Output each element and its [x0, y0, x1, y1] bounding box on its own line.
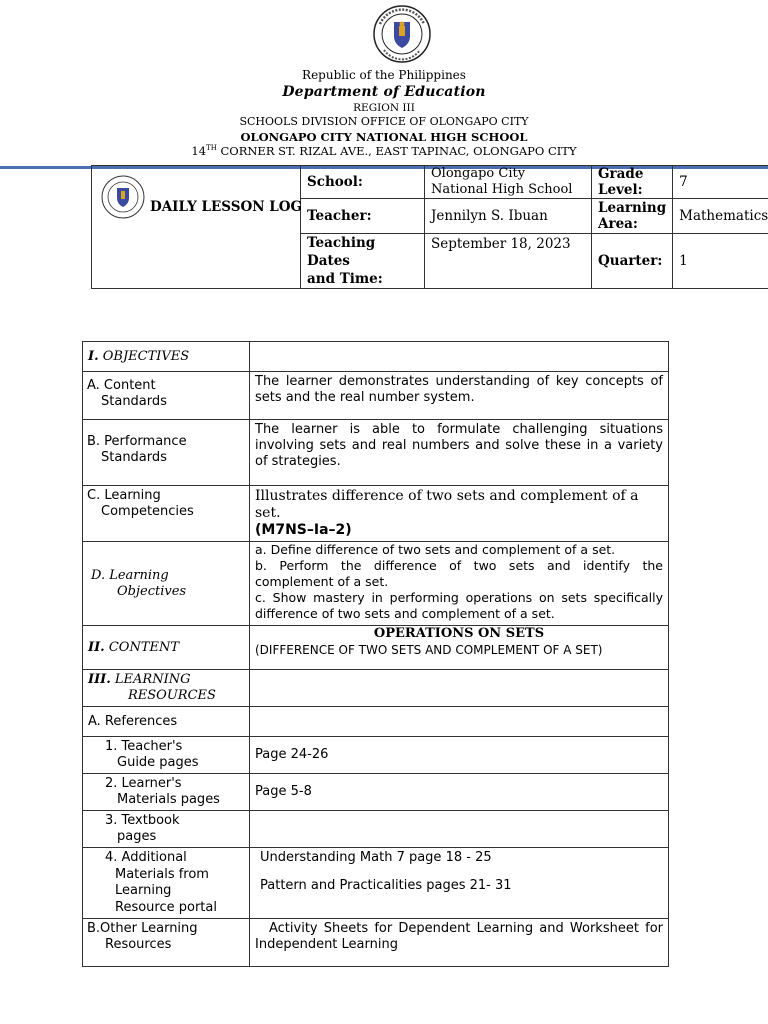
- textbook-value: [250, 811, 669, 848]
- area-value: Mathematics: [673, 199, 768, 234]
- content-subtitle: (DIFFERENCE OF TWO SETS AND COMPLEMENT OF A SET): [255, 643, 603, 657]
- objectives-value: [250, 342, 669, 372]
- teacher-label: Teacher:: [301, 199, 425, 234]
- school-value: Olongapo City National High School: [425, 166, 592, 199]
- division-line: SCHOOLS DIVISION OFFICE OF OLONGAPO CITY: [239, 115, 529, 128]
- quarter-label: Quarter:: [592, 234, 673, 289]
- address-line: 14TH CORNER ST. RIZAL AVE., EAST TAPINAC, OLONGAPO CITY: [191, 144, 577, 158]
- content-value: [250, 626, 669, 670]
- other-resources-label: B.Other Learning Resources: [83, 919, 250, 967]
- area-label: Learning Area:: [592, 199, 673, 234]
- teachers-guide-label: 1. Teacher's Guide pages: [83, 737, 250, 774]
- objectives-heading: I. OBJECTIVES: [83, 342, 250, 372]
- objective-b: b. Perform the difference of two sets and identify the complement of a set.: [255, 558, 663, 589]
- lesson-log-header-table: [91, 165, 768, 289]
- other-resources-value: Activity Sheets for Dependent Learning and Worksheet for Independent Learning: [250, 919, 669, 967]
- teachers-guide-value: Page 24-26: [250, 737, 669, 774]
- objective-a: a. Define difference of two sets and complement of a set.: [255, 542, 616, 557]
- additional-materials-value: [250, 848, 669, 919]
- grade-label: Grade Level:: [592, 166, 673, 199]
- content-standards-value: The learner demonstrates understanding of key concepts of sets and the real number system.: [250, 372, 669, 420]
- performance-standards-value: The learner is able to formulate challenging situations involving sets and real numbers and solve these in a variety of strategies.: [250, 420, 669, 486]
- performance-standards-label: B. Performance Standards: [83, 420, 250, 486]
- references-label: A. References: [83, 707, 250, 737]
- dates-label: Teaching Dates and Time:: [301, 234, 425, 289]
- objective-c: c. Show mastery in performing operations on sets specifically difference of two sets and complement of a set.: [255, 590, 663, 621]
- republic-line: Republic of the Philippines: [302, 68, 466, 82]
- deped-small-seal-logo: [100, 174, 146, 220]
- competencies-label: C. Learning Competencies: [83, 486, 250, 542]
- quarter-value: 1: [673, 234, 768, 289]
- region-line: REGION III: [353, 102, 415, 114]
- content-heading: II. CONTENT: [83, 626, 250, 670]
- learners-materials-value: Page 5-8: [250, 774, 669, 811]
- dll-title-cell: [92, 166, 301, 289]
- learners-materials-label: 2. Learner's Materials pages: [83, 774, 250, 811]
- textbook-label: 3. Textbook pages: [83, 811, 250, 848]
- additional-materials-label: 4. Additional Materials from Learning Resource portal: [83, 848, 250, 919]
- learning-objectives-label: D. Learning Objectives: [83, 542, 250, 626]
- department-line: Department of Education: [282, 84, 486, 100]
- content-title: OPERATIONS ON SETS: [373, 626, 545, 641]
- additional-material-1: Understanding Math 7 page 18 - 25: [260, 850, 492, 865]
- school-name-line: OLONGAPO CITY NATIONAL HIGH SCHOOL: [240, 130, 528, 144]
- competencies-value: Illustrates difference of two sets and complement of a set. (M7NS–Ia–2): [250, 486, 669, 542]
- teacher-value: Jennilyn S. Ibuan: [425, 199, 592, 234]
- dll-title: DAILY LESSON LOG: [150, 199, 303, 215]
- references-value: [250, 707, 669, 737]
- content-standards-label: A. Content Standards: [83, 372, 250, 420]
- learning-resources-value: [250, 670, 669, 707]
- school-label: School:: [301, 166, 425, 199]
- dates-value: September 18, 2023: [425, 234, 592, 289]
- additional-material-2: Pattern and Practicalities pages 21- 31: [260, 878, 512, 893]
- grade-value: 7: [673, 166, 768, 199]
- deped-seal-logo: [366, 4, 438, 64]
- learning-objectives-value: [250, 542, 669, 626]
- lesson-plan-table: [82, 341, 669, 967]
- learning-resources-heading: III. LEARNING RESOURCES: [83, 670, 250, 707]
